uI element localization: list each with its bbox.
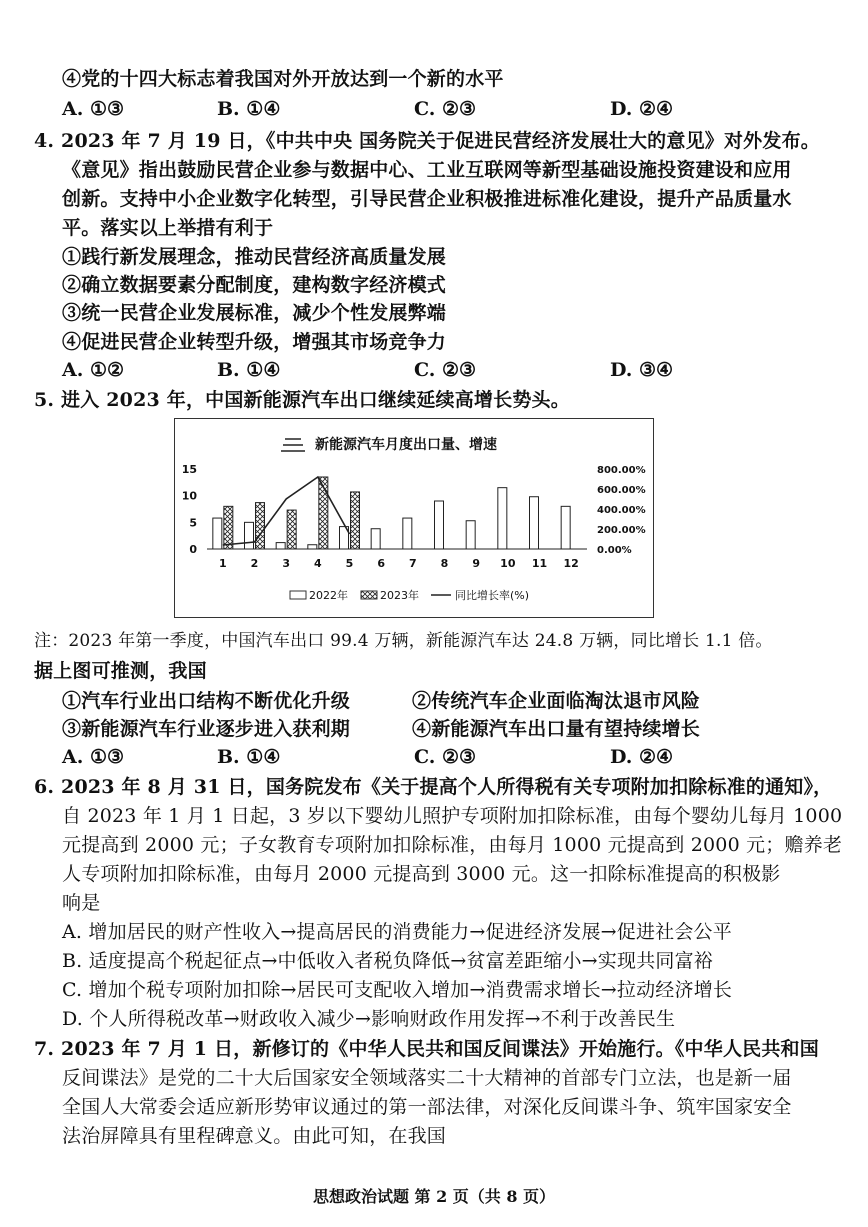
q5-item-1: ①汽车行业出口结构不断优化升级 xyxy=(62,690,351,712)
bar-2023 xyxy=(224,506,233,549)
y-right-tick-label: 400.00% xyxy=(597,505,646,516)
q6-stem-line-5: 响是 xyxy=(62,892,101,914)
legend-label-2022: 2022年 xyxy=(309,589,348,602)
q4-option-d[interactable]: D. ③④ xyxy=(610,359,674,381)
q6-option-b[interactable]: B. 适度提高个税起征点→中低收入者税负降低→贫富差距缩小→实现共同富裕 xyxy=(62,950,714,972)
bar-2022 xyxy=(498,488,507,549)
q5-option-b[interactable]: B. ①④ xyxy=(217,746,281,768)
y-right-tick-label: 600.00% xyxy=(597,485,646,496)
q4-stem-line-1: 4. 2023 年 7 月 19 日，《中共中央 国务院关于促进民营经济发展壮大的意见》对外发布。 xyxy=(34,130,820,152)
q6-option-c[interactable]: C. 增加个税专项附加扣除→居民可支配收入增加→消费需求增长→拉动经济增长 xyxy=(62,979,733,1001)
page-footer: 思想政治试题 第 2 页（共 8 页） xyxy=(312,1187,556,1206)
q4-stem-line-4: 平。落实以上举措有利于 xyxy=(62,217,274,239)
y-left-tick-label: 10 xyxy=(181,489,197,503)
x-tick-label: 2 xyxy=(250,557,259,570)
x-tick-label: 11 xyxy=(531,557,548,570)
q3-option-c[interactable]: C. ②③ xyxy=(414,98,477,120)
q4-item-3: ③统一民营企业发展标准，减少个性发展弊端 xyxy=(62,302,447,324)
legend-swatch-2023 xyxy=(361,591,377,599)
x-tick-label: 12 xyxy=(563,557,579,570)
bar-2022 xyxy=(403,518,412,549)
growth-rate-line xyxy=(223,477,350,545)
q5-note: 注：2023 年第一季度，中国汽车出口 99.4 万辆，新能源汽车达 24.8 万辆，同比增长 1.1 倍。 xyxy=(34,631,773,651)
q4-option-c[interactable]: C. ②③ xyxy=(414,359,477,381)
q3-options xyxy=(62,96,822,122)
q3-item4: ④党的十四大标志着我国对外开放达到一个新的水平 xyxy=(62,68,504,90)
bar-2023 xyxy=(256,503,265,549)
q6-stem-line-2: 自 2023 年 1 月 1 日起，3 岁以下婴幼儿照护专项附加扣除标准，由每个婴幼儿每月 1000 xyxy=(62,805,843,827)
bar-2023 xyxy=(351,492,360,549)
chart-title-icon xyxy=(281,439,305,451)
q5-option-d[interactable]: D. ②④ xyxy=(610,746,674,768)
q6-option-a[interactable]: A. 增加居民的财产性收入→提高居民的消费能力→促进经济发展→促进社会公平 xyxy=(62,921,732,943)
y-right-tick-label: 200.00% xyxy=(597,525,646,536)
x-tick-label: 10 xyxy=(500,557,516,570)
bar-2022 xyxy=(561,506,570,549)
q7-stem-line-4: 法治屏障具有里程碑意义。由此可知，在我国 xyxy=(62,1125,447,1147)
q6-stem-line-3: 元提高到 2000 元；子女教育专项附加扣除标准，由每月 1000 元提高到 2000 元；赡养老 xyxy=(62,834,843,856)
y-right-tick-label: 0.00% xyxy=(597,545,632,556)
q3-option-b[interactable]: B. ①④ xyxy=(217,98,281,120)
q4-option-a[interactable]: A. ①② xyxy=(62,359,125,381)
y-left-tick-label: 0 xyxy=(189,543,197,556)
chart-legend xyxy=(290,588,529,602)
q4-stem-line-3: 创新。支持中小企业数字化转型，引导民营企业积极推进标准化建设，提升产品质量水 xyxy=(62,188,792,210)
q5-stem: 5. 进入 2023 年，中国新能源汽车出口继续延续高增长势头。 xyxy=(34,389,570,411)
chart-title: 新能源汽车月度出口量、增速 xyxy=(315,437,497,453)
q5-item-2: ②传统汽车企业面临淘汰退市风险 xyxy=(412,690,701,712)
q5-option-a[interactable]: A. ①③ xyxy=(62,746,125,768)
bar-2022 xyxy=(530,497,539,549)
bar-2022 xyxy=(213,518,222,549)
export-chart xyxy=(175,419,652,616)
x-tick-label: 9 xyxy=(472,557,480,570)
legend-label-growth: 同比增长率(%) xyxy=(455,589,530,602)
x-tick-label: 8 xyxy=(440,557,449,570)
bar-2022 xyxy=(276,543,285,549)
q7-stem-line-3: 全国人大常委会适应新形势审议通过的第一部法律，对深化反间谍斗争、筑牢国家安全 xyxy=(62,1096,792,1118)
q4-item-1: ①践行新发展理念，推动民营经济高质量发展 xyxy=(62,246,447,268)
q6-stem-line-4: 人专项附加扣除标准，由每月 2000 元提高到 3000 元。这一扣除标准提高的积极影 xyxy=(62,863,781,885)
bar-2022 xyxy=(308,545,317,549)
q5-options xyxy=(62,744,822,770)
x-tick-label: 6 xyxy=(377,557,385,570)
bar-2022 xyxy=(435,501,444,549)
x-tick-label: 4 xyxy=(314,557,322,570)
q5-item-3: ③新能源汽车行业逐步进入获利期 xyxy=(62,718,351,740)
q4-option-b[interactable]: B. ①④ xyxy=(217,359,281,381)
q6-stem-line-1: 6. 2023 年 8 月 31 日，国务院发布《关于提高个人所得税有关专项附加扣除标准的通知》， xyxy=(34,776,833,798)
q3-option-a[interactable]: A. ①③ xyxy=(62,98,125,120)
q5-option-c[interactable]: C. ②③ xyxy=(414,746,477,768)
q3-option-d[interactable]: D. ②④ xyxy=(610,98,674,120)
q5-ask: 据上图可推测，我国 xyxy=(34,660,207,682)
x-tick-label: 7 xyxy=(409,557,417,570)
y-left-tick-label: 5 xyxy=(189,516,197,530)
bar-2022 xyxy=(371,529,380,549)
q4-item-4: ④促进民营企业转型升级，增强其市场竞争力 xyxy=(62,331,447,353)
bar-2023 xyxy=(287,510,296,549)
x-tick-label: 3 xyxy=(282,557,290,570)
x-tick-label: 1 xyxy=(219,557,227,570)
legend-label-2023: 2023年 xyxy=(380,589,419,602)
bar-2022 xyxy=(245,522,254,549)
y-left-tick-label: 15 xyxy=(181,463,197,476)
q5-item-4: ④新能源汽车出口量有望持续增长 xyxy=(412,718,701,740)
legend-swatch-2022 xyxy=(290,591,306,599)
q4-item-2: ②确立数据要素分配制度，建构数字经济模式 xyxy=(62,274,447,296)
chart-frame xyxy=(174,418,654,618)
q7-stem-line-1: 7. 2023 年 7 月 1 日，新修订的《中华人民共和国反间谍法》开始施行。《中华人民共和国 xyxy=(34,1038,819,1060)
q6-option-d[interactable]: D. 个人所得税改革→财政收入减少→影响财政作用发挥→不利于改善民生 xyxy=(62,1008,676,1030)
y-right-tick-label: 800.00% xyxy=(597,465,646,476)
x-tick-label: 5 xyxy=(345,557,354,570)
q7-stem-line-2: 反间谍法》是党的二十大后国家安全领域落实二十大精神的首部专门立法，也是新一届 xyxy=(62,1067,792,1089)
bar-2022 xyxy=(466,521,475,549)
q4-options xyxy=(62,357,822,383)
q4-stem-line-2: 《意见》指出鼓励民营企业参与数据中心、工业互联网等新型基础设施投资建设和应用 xyxy=(62,159,792,181)
